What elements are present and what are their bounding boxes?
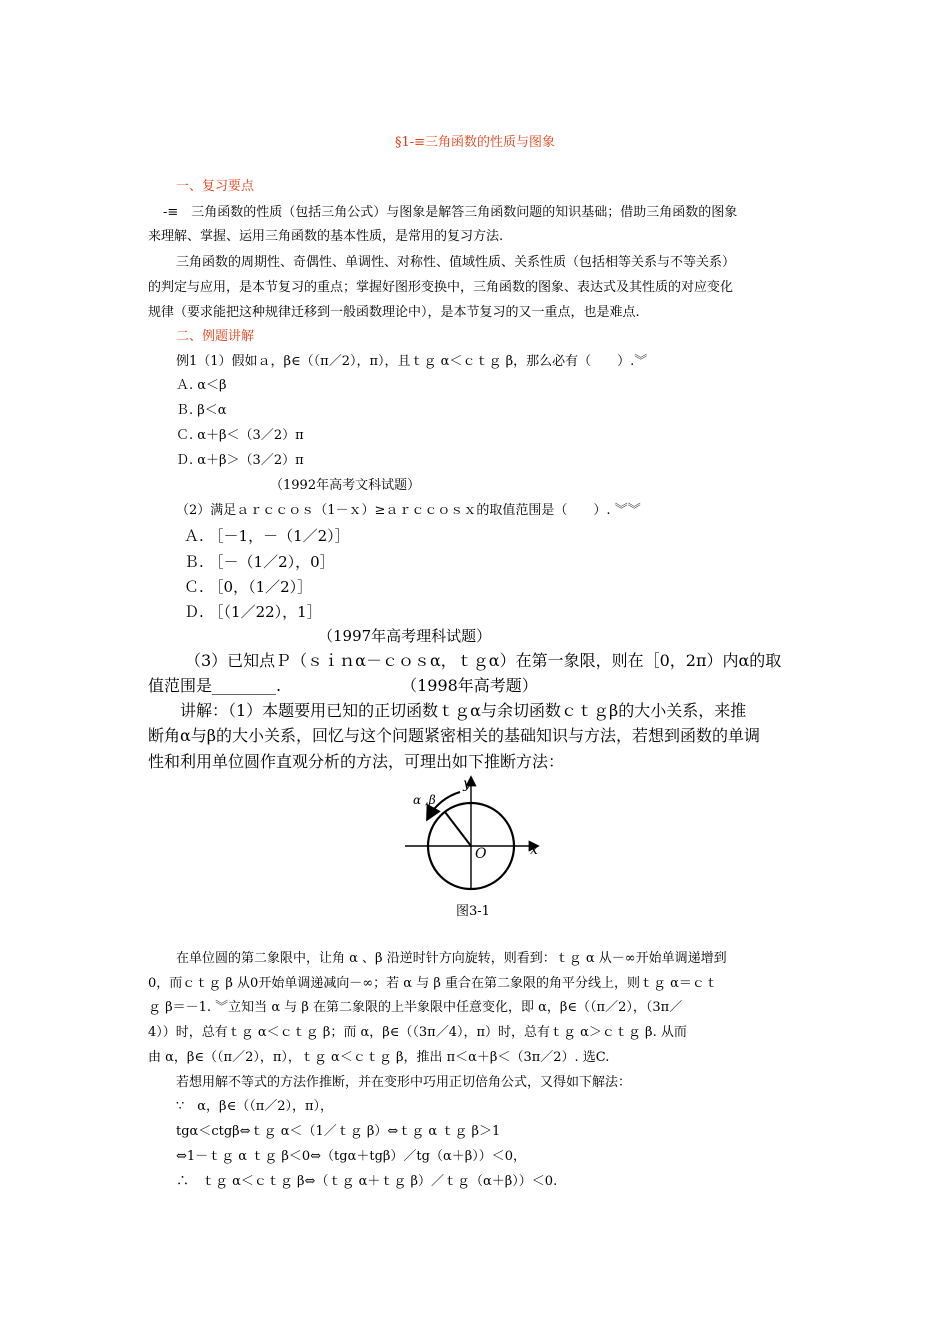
example2-option-c: Ｃ. ［0，（1／2）］ bbox=[184, 578, 313, 596]
figure-caption: 图3-1 bbox=[456, 904, 490, 919]
terminal-ray bbox=[445, 812, 471, 846]
derivation-line: tgα＜ctgβ⇔ｔｇ α＜（1／ｔｇ β）⇔ｔｇ α ｔｇ β＞1 bbox=[176, 1124, 501, 1139]
example1-stem: 例1（1）假如ａ，β∈（（π／2），π），且ｔｇ α＜ｃｔｇ β，那么必有（ ）.︾ bbox=[176, 354, 648, 369]
example1-option-c: Ｃ. α＋β＜（3／2）π bbox=[176, 428, 304, 443]
explanation-line: 断角α与β的大小关系，回忆与这个问题紧密相关的基础知识与方法，若想到函数的单调 bbox=[148, 726, 761, 745]
analysis-line: 由 α，β∈（（π／2），π），ｔｇ α＜ｃｔｇ β，推出 π＜α＋β＜（3π／2）. 选C. bbox=[148, 1050, 610, 1065]
example1-option-a: Ａ. α＜β bbox=[176, 378, 227, 393]
example2-option-d: Ｄ. ［（1／22），1］ bbox=[184, 603, 322, 621]
analysis-line: 0，而ｃｔｇ β 从0开始单调递减向－∞；若 α 与 β 重合在第二象限的角平分线上，则ｔｇ α＝ｃｔ bbox=[148, 976, 718, 991]
section-heading-review: 一、复习要点 bbox=[176, 179, 255, 194]
x-axis-label: x bbox=[530, 842, 538, 858]
section-heading-examples: 二、例题讲解 bbox=[176, 329, 255, 344]
analysis-line: 4））时，总有ｔｇ α＜ｃｔｇ β；而 α，β∈（（3π／4），π）时，总有ｔｇ α＞ｃｔｇ β. 从而 bbox=[148, 1025, 687, 1040]
unit-circle-figure bbox=[405, 772, 555, 892]
example2-source: （1997年高考理科试题） bbox=[318, 627, 492, 645]
derivation-line: ∵ α，β∈（（π／2），π）， bbox=[176, 1099, 334, 1114]
explanation-line: 讲解：（1）本题要用已知的正切函数ｔｇα与余切函数ｃｔｇβ的大小关系，来推 bbox=[180, 701, 747, 720]
example3-line: （3）已知点Ｐ（ｓｉｎα－ｃｏｓα，ｔｇα）在第一象限，则在［0，2π）内α的取 bbox=[185, 651, 782, 670]
paragraph-line: 规律（要求能把这种规律迁移到一般函数理论中），是本节复习的又一重点，也是难点. bbox=[148, 305, 640, 320]
example1-option-b: Ｂ. β＜α bbox=[176, 403, 227, 418]
paragraph-line: 的判定与应用，是本节复习的重点；掌握好图形变换中，三角函数的图象、表达式及其性质的对应变化 bbox=[148, 280, 734, 295]
example2-option-a: Ａ. ［－1，－（1／2）］ bbox=[184, 527, 350, 545]
example1-option-d: Ｄ. α＋β＞（3／2）π bbox=[176, 453, 304, 468]
example1-source: （1992年高考文科试题） bbox=[270, 478, 421, 493]
analysis-line: 在单位圆的第二象限中，让角 α 、β 沿逆时针方向旋转，则看到：ｔｇ α 从－∞开始单调递增到 bbox=[176, 951, 727, 966]
example2-option-b: Ｂ. ［－（1／2），0］ bbox=[184, 553, 335, 571]
derivation-line: ∴ ｔｇ α＜ｃｔｇ β⇔（ｔｇ α＋ｔｇ β）／ｔｇ（α＋β））＜0. bbox=[176, 1174, 558, 1189]
page-title: §1-≡三角函数的性质与图象 bbox=[394, 135, 556, 150]
origin-label: O bbox=[475, 846, 487, 862]
explanation-line: 性和利用单位圆作直观分析的方法，可理出如下推断方法： bbox=[148, 752, 565, 771]
y-axis-label: y bbox=[463, 776, 471, 792]
paragraph-line: 三角函数的周期性、奇偶性、单调性、对称性、值域性质、关系性质（包括相等关系与不等关系） bbox=[176, 255, 736, 270]
angle-label: α ,β bbox=[413, 793, 436, 807]
paragraph-line: 来理解、掌握、运用三角函数的基本性质，是常用的复习方法. bbox=[148, 229, 504, 244]
analysis-line: 若想用解不等式的方法作推断，并在变形中巧用正切倍角公式，又得如下解法： bbox=[176, 1075, 632, 1090]
derivation-line: ⇔1－ｔｇ α ｔｇ β＜0⇔（tgα＋tgβ）／tg（α＋β））＜0， bbox=[176, 1149, 527, 1164]
example2-stem: （2）满足ａｒｃｃｏｓ（1－ｘ）≥ａｒｃｃｏｓｘ的取值范围是（ ）. ︾︾ bbox=[176, 503, 641, 518]
analysis-line: ｇ β＝－1. ︾立知当 α 与 β 在第二象限的上半象限中任意变化，即 α，β∈（（π／2），（3π／ bbox=[148, 1000, 683, 1015]
example3-line: 值范围是________. （1998年高考题） bbox=[148, 676, 538, 695]
paragraph-line: -≡ 三角函数的性质（包括三角公式）与图象是解答三角函数问题的知识基础；借助三角函数的图象 bbox=[163, 205, 738, 220]
